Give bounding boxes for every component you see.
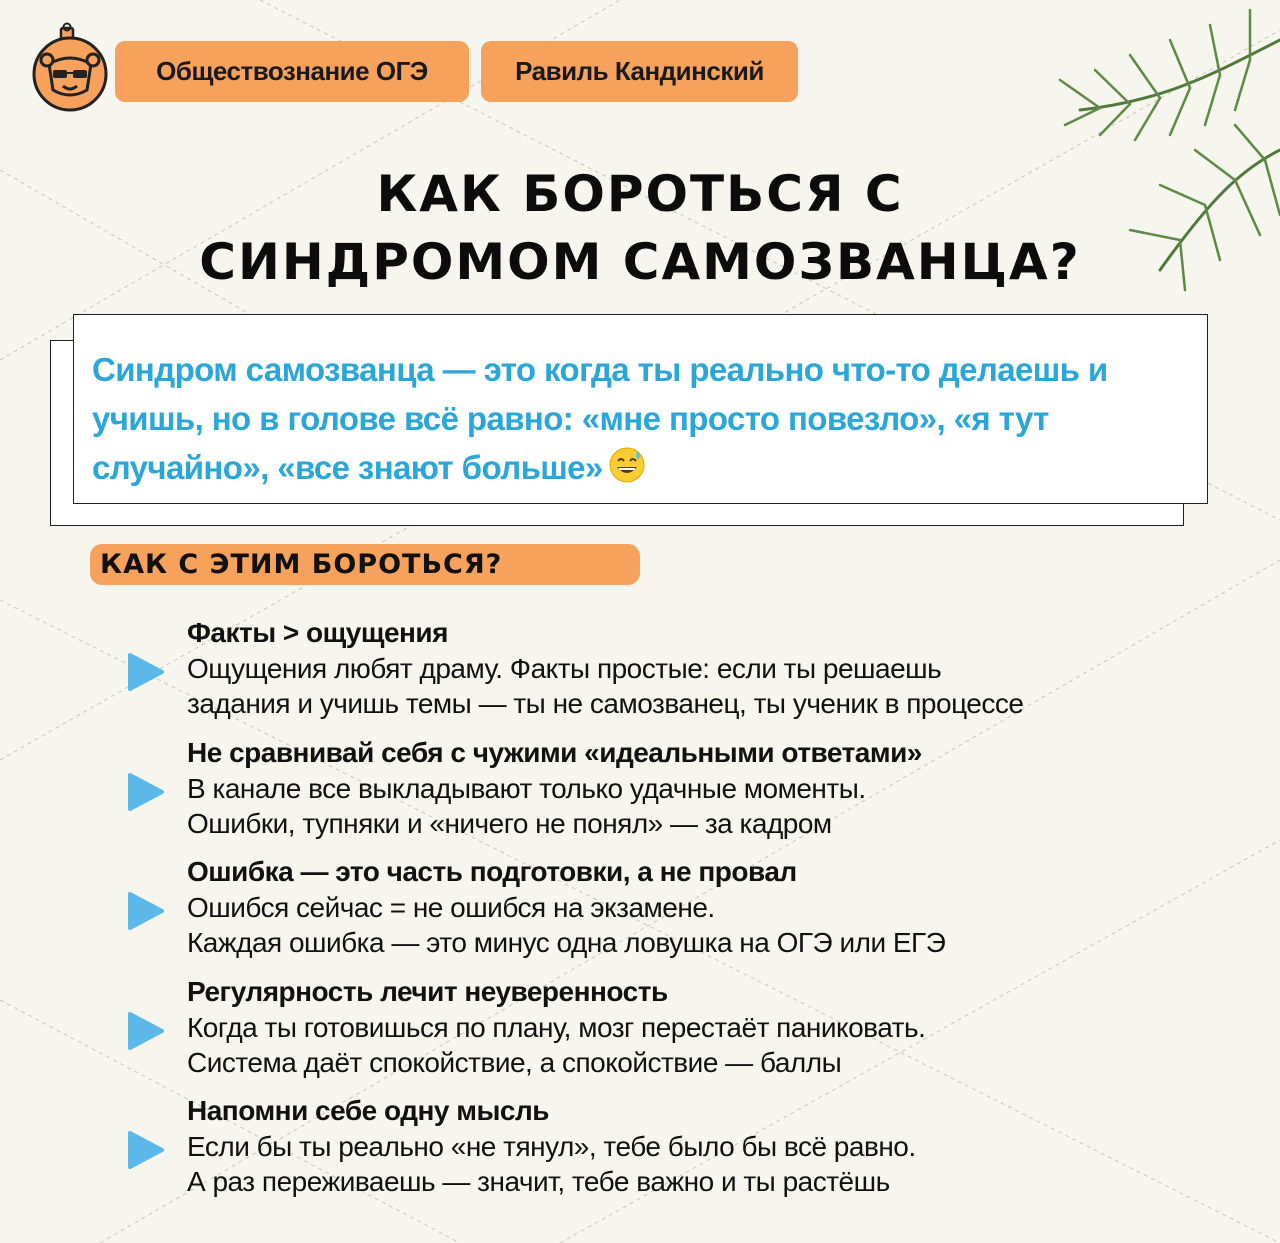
page-title-line-1: КАК БОРОТЬСЯ С [376, 165, 904, 223]
tip-line: В канале все выкладывают только удачные моменты. [187, 772, 866, 804]
definition-text [92, 345, 1187, 492]
play-arrow-icon [127, 772, 165, 812]
bear-ornament-logo [27, 22, 119, 114]
page-title-line-2: СИНДРОМОМ САМОЗВАНЦА? [199, 233, 1081, 291]
tip-line: Каждая ошибка — это минус одна ловушка на ОГЭ или ЕГЭ [187, 927, 946, 958]
tips-list [0, 615, 1280, 1213]
tip-title: Регулярность лечит неуверенность [187, 975, 668, 1007]
subject-badge: Обществознание ОГЭ [115, 41, 469, 102]
tip-line: Ощущения любят драму. Факты простые: если ты решаешь [187, 653, 942, 684]
play-arrow-icon [127, 1130, 165, 1170]
definition-text-content: Синдром самозванца — это когда ты реально что-то делаешь и учишь, но в голове всё равно: «мне просто повезло», «я тут случайно», «все знают больше» [92, 351, 1108, 486]
section-heading: КАК С ЭТИМ БОРОТЬСЯ? [90, 544, 640, 585]
tip-item [0, 1093, 1280, 1213]
play-arrow-icon [127, 891, 165, 931]
play-arrow-icon [127, 652, 165, 692]
sweat-smile-emoji-icon [609, 447, 645, 483]
tip-line: Если бы ты реально «не тянул», тебе было бы всё равно. [187, 1131, 916, 1162]
tip-item [0, 735, 1280, 855]
tip-title: Напомни себе одну мысль [187, 1095, 549, 1126]
tip-item [0, 615, 1280, 735]
tip-line: А раз переживаешь — значит, тебе важно и ты растёшь [187, 1166, 890, 1197]
tip-title: Не сравнивай себя с чужими «идеальными ответами» [187, 736, 922, 768]
author-badge: Равиль Кандинский [481, 41, 798, 102]
tip-title: Факты > ощущения [187, 617, 448, 648]
tip-line: Ошибся сейчас = не ошибся на экзамене. [187, 892, 715, 923]
page-title [150, 160, 1130, 296]
tip-item [0, 854, 1280, 974]
tip-item [0, 974, 1280, 1094]
tip-line: Ошибки, тупняки и «ничего не понял» — за кадром [187, 807, 832, 839]
tip-line: задания и учишь темы — ты не самозванец, ты ученик в процессе [187, 688, 1024, 719]
tip-title: Ошибка — это часть подготовки, а не провал [187, 856, 797, 887]
play-arrow-icon [127, 1011, 165, 1051]
definition-card [73, 314, 1208, 504]
tip-line: Когда ты готовишься по плану, мозг перестаёт паниковать. [187, 1011, 926, 1043]
tip-line: Система даёт спокойствие, а спокойствие — баллы [187, 1046, 842, 1078]
